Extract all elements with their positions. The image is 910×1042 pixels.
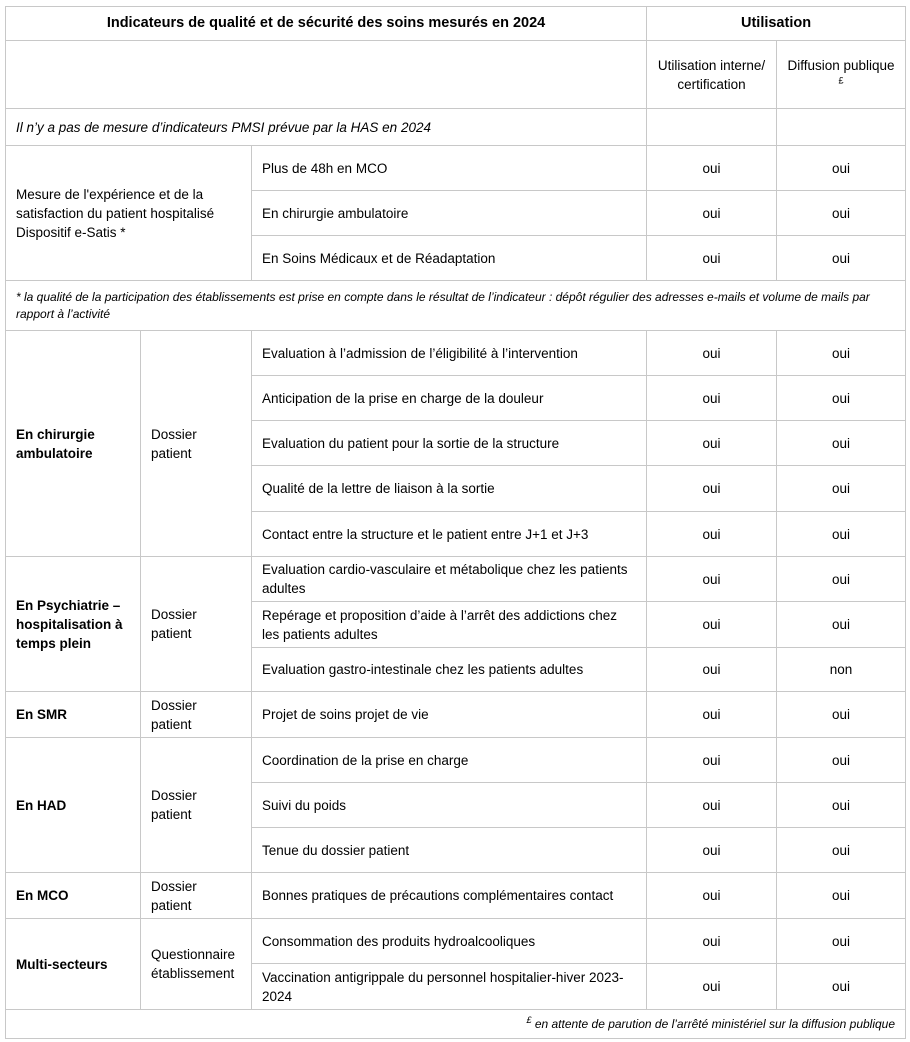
pmsi-text: Il n’y a pas de mesure d’indicateurs PMSI prévue par la HAS en 2024 xyxy=(6,109,647,146)
publique-value: oui xyxy=(777,376,906,421)
esatis-interne: oui xyxy=(647,146,777,191)
pound-mark: £ xyxy=(838,75,844,85)
footnote-text: en attente de parution de l’arrêté ministériel sur la diffusion publique xyxy=(534,1016,896,1031)
indicator-label: Evaluation à l’admission de l’éligibilité à l’intervention xyxy=(252,331,647,376)
interne-value: oui xyxy=(647,421,777,466)
interne-value: oui xyxy=(647,602,777,648)
publique-value: non xyxy=(777,648,906,692)
sector-psychiatrie: En Psychiatrie – hospitalisation à temps plein xyxy=(6,557,141,692)
interne-value: oui xyxy=(647,919,777,964)
publique-value: oui xyxy=(777,783,906,828)
indicator-label: Evaluation gastro-intestinale chez les patients adultes xyxy=(252,648,647,692)
publique-value: oui xyxy=(777,964,906,1010)
esatis-publique: oui xyxy=(777,191,906,236)
indicator-row xyxy=(6,873,906,919)
esatis-row xyxy=(6,146,906,191)
esatis-group xyxy=(6,146,252,281)
esatis-note-row xyxy=(6,281,906,331)
indicator-label: Suivi du poids xyxy=(252,783,647,828)
pmsi-publique-empty xyxy=(777,109,906,146)
esatis-interne: oui xyxy=(647,236,777,281)
col-diffusion-label: Diffusion publique xyxy=(787,57,895,73)
esatis-label: Plus de 48h en MCO xyxy=(252,146,647,191)
indicator-row xyxy=(6,331,906,376)
interne-value: oui xyxy=(647,964,777,1010)
indicator-label: Contact entre la structure et le patient entre J+1 et J+3 xyxy=(252,512,647,557)
indicator-label: Evaluation du patient pour la sortie de la structure xyxy=(252,421,647,466)
indicator-label: Repérage et proposition d’aide à l’arrêt des addictions chez les patients adultes xyxy=(252,602,647,648)
interne-value: oui xyxy=(647,376,777,421)
publique-value: oui xyxy=(777,557,906,602)
publique-value: oui xyxy=(777,828,906,873)
esatis-interne: oui xyxy=(647,191,777,236)
interne-value: oui xyxy=(647,331,777,376)
sector-chirurgie: En chirurgie ambulatoire xyxy=(6,331,141,557)
footnote-mark: £ xyxy=(526,1014,532,1025)
footnote-row xyxy=(6,1010,906,1039)
esatis-title: Mesure de l'expérience et de la satisfaction du patient hospitalisé xyxy=(16,186,215,221)
esatis-label: En Soins Médicaux et de Réadaptation xyxy=(252,236,647,281)
source-chirurgie: Dossier patient xyxy=(141,331,252,557)
interne-value: oui xyxy=(647,828,777,873)
sector-multi: Multi-secteurs xyxy=(6,919,141,1010)
indicator-label: Qualité de la lettre de liaison à la sortie xyxy=(252,466,647,512)
indicator-row xyxy=(6,919,906,964)
source-multi: Questionnaire établissement xyxy=(141,919,252,1010)
indicator-row xyxy=(6,557,906,602)
sector-mco: En MCO xyxy=(6,873,141,919)
interne-value: oui xyxy=(647,738,777,783)
table-title: Indicateurs de qualité et de sécurité des soins mesurés en 2024 xyxy=(6,7,647,41)
interne-value: oui xyxy=(647,783,777,828)
interne-value: oui xyxy=(647,692,777,738)
pmsi-row xyxy=(6,109,906,146)
source-smr: Dossier patient xyxy=(141,692,252,738)
sector-smr: En SMR xyxy=(6,692,141,738)
indicator-label: Evaluation cardio-vasculaire et métabolique chez les patients adultes xyxy=(252,557,647,602)
indicator-row xyxy=(6,738,906,783)
publique-value: oui xyxy=(777,692,906,738)
publique-value: oui xyxy=(777,919,906,964)
indicator-label: Vaccination antigrippale du personnel hospitalier-hiver 2023-2024 xyxy=(252,964,647,1010)
publique-value: oui xyxy=(777,421,906,466)
esatis-note: * la qualité de la participation des établissements est prise en compte dans le résultat de l’indicateur : dépôt régulier des adresses e-mails et volume de mails par rapport à l’activité xyxy=(6,281,906,331)
pmsi-interne-empty xyxy=(647,109,777,146)
publique-value: oui xyxy=(777,738,906,783)
col-diffusion-header xyxy=(777,41,906,109)
interne-value: oui xyxy=(647,557,777,602)
indicator-label: Projet de soins projet de vie xyxy=(252,692,647,738)
indicator-row xyxy=(6,692,906,738)
indicator-label: Coordination de la prise en charge xyxy=(252,738,647,783)
header-row xyxy=(6,7,906,41)
source-mco: Dossier patient xyxy=(141,873,252,919)
publique-value: oui xyxy=(777,466,906,512)
footnote xyxy=(6,1010,906,1039)
publique-value: oui xyxy=(777,512,906,557)
indicators-table xyxy=(5,6,906,1039)
interne-value: oui xyxy=(647,466,777,512)
interne-value: oui xyxy=(647,648,777,692)
source-psychiatrie: Dossier patient xyxy=(141,557,252,692)
interne-value: oui xyxy=(647,512,777,557)
publique-value: oui xyxy=(777,602,906,648)
source-had: Dossier patient xyxy=(141,738,252,873)
utilisation-header: Utilisation xyxy=(647,7,906,41)
publique-value: oui xyxy=(777,873,906,919)
indicator-label: Anticipation de la prise en charge de la douleur xyxy=(252,376,647,421)
indicator-label: Bonnes pratiques de précautions complémentaires contact xyxy=(252,873,647,919)
esatis-label: En chirurgie ambulatoire xyxy=(252,191,647,236)
col-interne-header: Utilisation interne/ certification xyxy=(647,41,777,109)
subheader-row xyxy=(6,41,906,109)
interne-value: oui xyxy=(647,873,777,919)
esatis-publique: oui xyxy=(777,146,906,191)
indicator-label: Tenue du dossier patient xyxy=(252,828,647,873)
esatis-publique: oui xyxy=(777,236,906,281)
publique-value: oui xyxy=(777,331,906,376)
subheader-empty xyxy=(6,41,647,109)
indicator-label: Consommation des produits hydroalcooliques xyxy=(252,919,647,964)
esatis-subtitle: Dispositif e-Satis * xyxy=(16,224,126,240)
sector-had: En HAD xyxy=(6,738,141,873)
